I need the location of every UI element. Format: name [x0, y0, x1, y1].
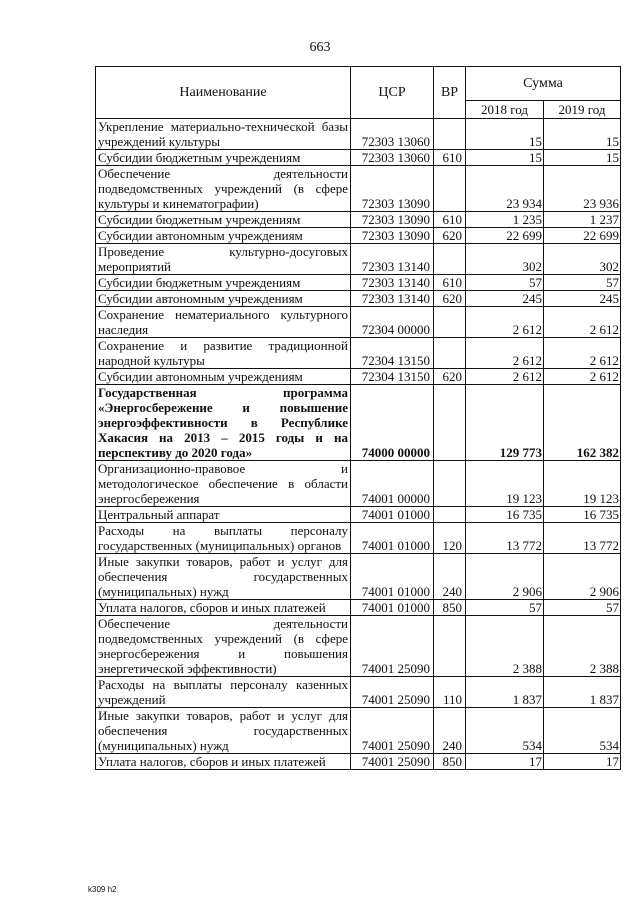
- row-amount-2018: 22 699: [466, 228, 544, 244]
- row-vr: [434, 166, 466, 212]
- row-csr: 74001 01000: [351, 554, 434, 600]
- row-csr: 72303 13090: [351, 212, 434, 228]
- row-csr: 72303 13090: [351, 166, 434, 212]
- row-vr: [434, 338, 466, 369]
- row-name: Иные закупки товаров, работ и услуг для обеспечения государственных (муниципальных) нужд: [96, 554, 351, 600]
- row-vr: 620: [434, 228, 466, 244]
- row-name: Расходы на выплаты персоналу государственных (муниципальных) органов: [96, 523, 351, 554]
- row-vr: 850: [434, 600, 466, 616]
- row-amount-2019: 57: [544, 275, 621, 291]
- row-name: Центральный аппарат: [96, 507, 351, 523]
- row-amount-2018: 534: [466, 708, 544, 754]
- row-name: Иные закупки товаров, работ и услуг для обеспечения государственных (муниципальных) нужд: [96, 708, 351, 754]
- row-vr: [434, 461, 466, 507]
- row-amount-2019: 17: [544, 754, 621, 770]
- row-name: Субсидии автономным учреждениям: [96, 291, 351, 307]
- table-row: [96, 244, 621, 275]
- row-csr: 72303 13090: [351, 228, 434, 244]
- row-vr: 240: [434, 708, 466, 754]
- table-row: [96, 708, 621, 754]
- row-amount-2019: 19 123: [544, 461, 621, 507]
- row-amount-2018: 2 612: [466, 307, 544, 338]
- row-amount-2018: 19 123: [466, 461, 544, 507]
- row-name: Субсидии бюджетным учреждениям: [96, 212, 351, 228]
- row-amount-2019: 2 612: [544, 369, 621, 385]
- table-row: [96, 307, 621, 338]
- row-vr: 620: [434, 291, 466, 307]
- row-name: Расходы на выплаты персоналу казенных учреждений: [96, 677, 351, 708]
- row-amount-2019: 534: [544, 708, 621, 754]
- table-row: [96, 677, 621, 708]
- table-body: [96, 119, 621, 770]
- row-amount-2019: 1 237: [544, 212, 621, 228]
- row-amount-2019: 2 388: [544, 616, 621, 677]
- row-vr: 240: [434, 554, 466, 600]
- budget-table: [95, 66, 621, 770]
- row-amount-2019: 23 936: [544, 166, 621, 212]
- row-amount-2018: 15: [466, 150, 544, 166]
- row-csr: 72303 13140: [351, 291, 434, 307]
- row-name: Субсидии автономным учреждениям: [96, 228, 351, 244]
- table-row: [96, 150, 621, 166]
- header-sum: Сумма: [466, 67, 621, 101]
- row-amount-2018: 23 934: [466, 166, 544, 212]
- row-vr: 610: [434, 212, 466, 228]
- row-name: Организационно-правовое и методологическое обеспечение в области энергосбережения: [96, 461, 351, 507]
- row-amount-2018: 2 906: [466, 554, 544, 600]
- table-row: [96, 554, 621, 600]
- row-csr: 74001 01000: [351, 507, 434, 523]
- header-year-2018: 2018 год: [466, 101, 544, 119]
- row-name: Субсидии бюджетным учреждениям: [96, 150, 351, 166]
- row-csr: 74000 00000: [351, 385, 434, 461]
- row-csr: 74001 25090: [351, 616, 434, 677]
- row-amount-2019: 16 735: [544, 507, 621, 523]
- footer-code: k309 h2: [88, 885, 117, 894]
- row-amount-2019: 57: [544, 600, 621, 616]
- row-amount-2018: 17: [466, 754, 544, 770]
- table-row: [96, 616, 621, 677]
- table-row: [96, 275, 621, 291]
- table-row: [96, 754, 621, 770]
- row-vr: [434, 507, 466, 523]
- row-csr: 74001 25090: [351, 708, 434, 754]
- row-amount-2018: 13 772: [466, 523, 544, 554]
- row-name: Обеспечение деятельности подведомственных учреждений (в сфере культуры и кинематографии): [96, 166, 351, 212]
- row-vr: 610: [434, 150, 466, 166]
- row-amount-2019: 15: [544, 150, 621, 166]
- table-row: [96, 600, 621, 616]
- page-number: 663: [309, 40, 331, 55]
- row-name: Проведение культурно-досуговых мероприятий: [96, 244, 351, 275]
- row-name: Обеспечение деятельности подведомственных учреждений (в сфере энергосбережения и повышения энергетической эффективности): [96, 616, 351, 677]
- row-csr: 74001 00000: [351, 461, 434, 507]
- header-vr: ВР: [434, 67, 466, 119]
- row-csr: 72303 13140: [351, 244, 434, 275]
- row-vr: [434, 385, 466, 461]
- table-row: [96, 119, 621, 150]
- row-amount-2018: 129 773: [466, 385, 544, 461]
- header-csr: ЦСР: [351, 67, 434, 119]
- table-row: [96, 228, 621, 244]
- table-row: [96, 166, 621, 212]
- table-row: [96, 461, 621, 507]
- row-name: Уплата налогов, сборов и иных платежей: [96, 600, 351, 616]
- row-amount-2019: 245: [544, 291, 621, 307]
- header-name: Наименование: [96, 67, 351, 119]
- table-row: [96, 338, 621, 369]
- row-amount-2019: 162 382: [544, 385, 621, 461]
- table-row: [96, 291, 621, 307]
- row-csr: 74001 25090: [351, 677, 434, 708]
- row-amount-2019: 2 612: [544, 307, 621, 338]
- row-amount-2018: 16 735: [466, 507, 544, 523]
- row-amount-2019: 2 906: [544, 554, 621, 600]
- row-vr: 610: [434, 275, 466, 291]
- table-row: [96, 369, 621, 385]
- row-csr: 72304 13150: [351, 338, 434, 369]
- row-name: Сохранение нематериального культурного наследия: [96, 307, 351, 338]
- row-csr: 72303 13060: [351, 119, 434, 150]
- row-name: Субсидии автономным учреждениям: [96, 369, 351, 385]
- row-amount-2018: 1 837: [466, 677, 544, 708]
- row-amount-2019: 302: [544, 244, 621, 275]
- row-name: Субсидии бюджетным учреждениям: [96, 275, 351, 291]
- table-row: [96, 385, 621, 461]
- table-row: [96, 523, 621, 554]
- row-amount-2019: 2 612: [544, 338, 621, 369]
- row-csr: 72304 00000: [351, 307, 434, 338]
- row-amount-2018: 57: [466, 275, 544, 291]
- header-year-2019: 2019 год: [544, 101, 621, 119]
- row-csr: 72303 13140: [351, 275, 434, 291]
- row-amount-2018: 1 235: [466, 212, 544, 228]
- table-row: [96, 212, 621, 228]
- row-name: Уплата налогов, сборов и иных платежей: [96, 754, 351, 770]
- row-amount-2018: 302: [466, 244, 544, 275]
- table-row: [96, 507, 621, 523]
- row-csr: 72303 13060: [351, 150, 434, 166]
- row-amount-2018: 57: [466, 600, 544, 616]
- row-vr: 850: [434, 754, 466, 770]
- row-amount-2018: 15: [466, 119, 544, 150]
- row-amount-2018: 2 612: [466, 338, 544, 369]
- row-amount-2019: 13 772: [544, 523, 621, 554]
- row-name: Укрепление материально-технической базы учреждений культуры: [96, 119, 351, 150]
- row-csr: 74001 25090: [351, 754, 434, 770]
- row-amount-2019: 1 837: [544, 677, 621, 708]
- row-csr: 72304 13150: [351, 369, 434, 385]
- row-vr: [434, 119, 466, 150]
- row-csr: 74001 01000: [351, 523, 434, 554]
- row-name: Сохранение и развитие традиционной народной культуры: [96, 338, 351, 369]
- row-amount-2018: 245: [466, 291, 544, 307]
- row-amount-2019: 22 699: [544, 228, 621, 244]
- row-amount-2018: 2 612: [466, 369, 544, 385]
- row-amount-2019: 15: [544, 119, 621, 150]
- row-vr: [434, 307, 466, 338]
- row-vr: 620: [434, 369, 466, 385]
- row-csr: 74001 01000: [351, 600, 434, 616]
- row-vr: [434, 616, 466, 677]
- row-vr: 120: [434, 523, 466, 554]
- row-amount-2018: 2 388: [466, 616, 544, 677]
- row-vr: [434, 244, 466, 275]
- row-vr: 110: [434, 677, 466, 708]
- row-name: Государственная программа «Энергосбережение и повышение энергоэффективности в Республике Хакасия на 2013 – 2015 годы и на перспективу до 2020 года»: [96, 385, 351, 461]
